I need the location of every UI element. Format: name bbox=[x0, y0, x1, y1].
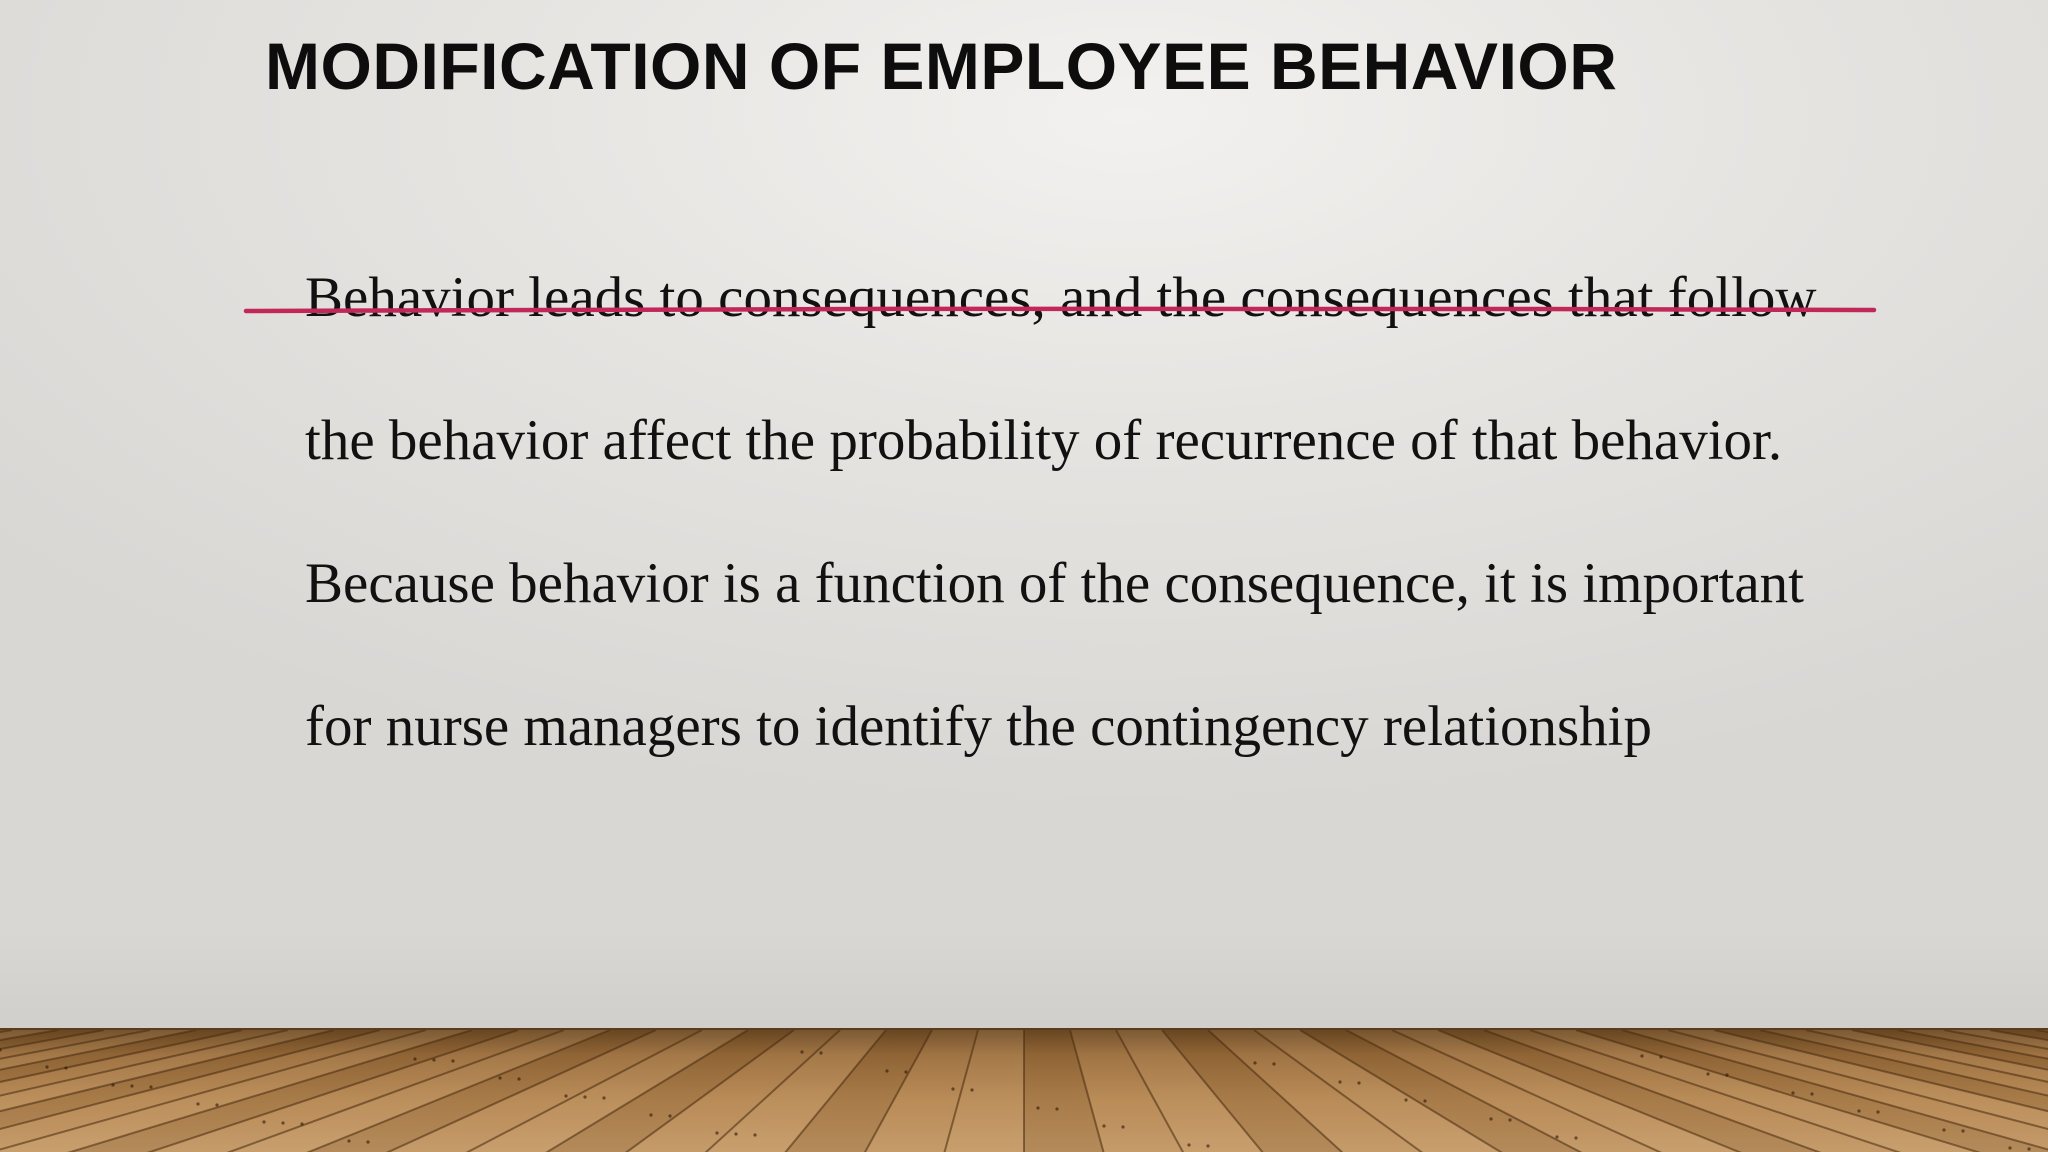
wall-shading bbox=[0, 930, 2048, 1030]
plank-nail bbox=[215, 1103, 218, 1106]
plank-nail bbox=[1791, 1091, 1794, 1094]
plank-nail bbox=[819, 1051, 822, 1054]
plank-nail bbox=[1857, 1109, 1860, 1112]
plank-nail bbox=[1640, 1054, 1643, 1057]
plank-nail bbox=[1055, 1107, 1058, 1110]
plank-nail bbox=[885, 1069, 888, 1072]
plank-nail bbox=[1102, 1124, 1105, 1127]
plank-nail bbox=[498, 1076, 501, 1079]
plank-nail bbox=[904, 1070, 907, 1073]
plank-nail bbox=[753, 1133, 756, 1136]
plank-nail bbox=[366, 1140, 369, 1143]
plank-nail bbox=[1338, 1080, 1341, 1083]
plank-nail bbox=[1489, 1117, 1492, 1120]
plank-nail bbox=[111, 1083, 114, 1086]
plank-nail bbox=[1036, 1106, 1039, 1109]
plank-nail bbox=[1423, 1099, 1426, 1102]
plank-nail bbox=[130, 1084, 133, 1087]
plank-nail bbox=[432, 1058, 435, 1061]
body-line-1: Behavior leads to consequences, and the consequences that follow bbox=[305, 266, 1817, 329]
plank-nail bbox=[1253, 1061, 1256, 1064]
body-line-2: the behavior affect the probability of recurrence of that behavior. bbox=[305, 409, 1783, 472]
plank-nail bbox=[281, 1121, 284, 1124]
pen-annotation-strikethrough bbox=[244, 303, 1876, 317]
plank-nail bbox=[1574, 1136, 1577, 1139]
plank-nail bbox=[347, 1139, 350, 1142]
plank-nail bbox=[583, 1095, 586, 1098]
plank-nail bbox=[1357, 1081, 1360, 1084]
plank-nail bbox=[800, 1050, 803, 1053]
plank-nail bbox=[1187, 1143, 1190, 1146]
body-line-4: for nurse managers to identify the contingency relationship bbox=[305, 695, 1653, 758]
plank-nail bbox=[2027, 1147, 2030, 1150]
plank-nail bbox=[1206, 1144, 1209, 1147]
plank-nail bbox=[196, 1102, 199, 1105]
plank-nail bbox=[300, 1122, 303, 1125]
plank-nail bbox=[1876, 1110, 1879, 1113]
plank-nail bbox=[668, 1114, 671, 1117]
plank-nail bbox=[517, 1077, 520, 1080]
plank-nail bbox=[1961, 1129, 1964, 1132]
plank-nail bbox=[413, 1057, 416, 1060]
plank-nail bbox=[64, 1066, 67, 1069]
plank-nail bbox=[1725, 1073, 1728, 1076]
plank-nail bbox=[1121, 1125, 1124, 1128]
plank-nail bbox=[45, 1065, 48, 1068]
plank-nail bbox=[564, 1094, 567, 1097]
plank-nail bbox=[451, 1059, 454, 1062]
body-line-3: Because behavior is a function of the consequence, it is important bbox=[305, 552, 1804, 615]
plank-nail bbox=[149, 1085, 152, 1088]
plank-nail bbox=[262, 1120, 265, 1123]
plank-nail bbox=[1810, 1092, 1813, 1095]
plank-nail bbox=[951, 1087, 954, 1090]
plank-nail bbox=[1555, 1135, 1558, 1138]
plank-nail bbox=[1942, 1128, 1945, 1131]
plank-nail bbox=[1404, 1098, 1407, 1101]
plank-nail bbox=[970, 1088, 973, 1091]
plank-nail bbox=[2008, 1146, 2011, 1149]
plank-nail bbox=[649, 1113, 652, 1116]
plank-nail bbox=[1659, 1055, 1662, 1058]
plank-nail bbox=[734, 1132, 737, 1135]
plank-nail bbox=[602, 1096, 605, 1099]
wooden-floor bbox=[0, 1028, 2048, 1152]
plank-nail bbox=[1508, 1118, 1511, 1121]
plank-nail bbox=[1706, 1072, 1709, 1075]
plank-nail bbox=[1272, 1062, 1275, 1065]
slide-title: MODIFICATION OF EMPLOYEE BEHAVIOR bbox=[265, 29, 1618, 103]
plank-nail bbox=[715, 1131, 718, 1134]
